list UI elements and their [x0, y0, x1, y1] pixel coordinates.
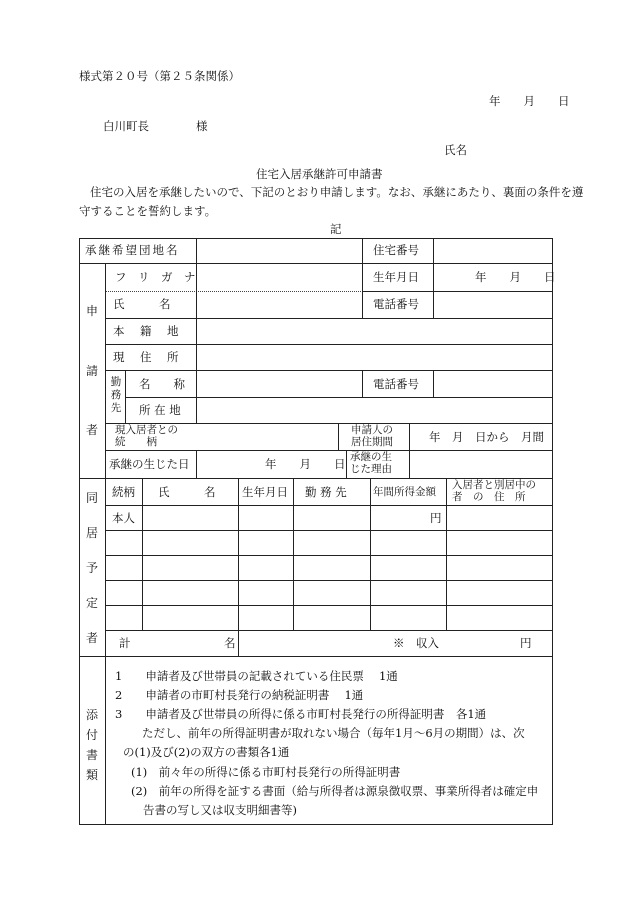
relation-label-1: 現入居者との [115, 424, 178, 436]
total-label: 計 [119, 636, 131, 650]
work-name-label: 名 称 [139, 377, 185, 391]
applicant-side-label-1: 申 [85, 304, 98, 318]
household-side-label-4: 定 [85, 596, 98, 610]
housing-number-field[interactable] [434, 239, 551, 263]
income-total-label: ※ 収入 [393, 636, 439, 650]
ki-label: 記 [330, 222, 342, 236]
housing-number-label: 住宅番号 [373, 243, 419, 257]
col-income-header: 年間所得金額 [373, 486, 436, 498]
reason-label-1: 承継の生 [350, 451, 392, 463]
total-unit: 名 [224, 636, 236, 650]
work-address-label: 所 在 地 [139, 403, 181, 417]
work-label-2: 務 [110, 389, 122, 401]
furigana-field[interactable] [197, 264, 361, 290]
work-phone-field[interactable] [434, 371, 551, 397]
col-name-header: 氏 名 [158, 485, 216, 499]
relation-label-2: 続 柄 [115, 436, 157, 448]
address-field[interactable] [197, 345, 551, 370]
household-side-label-3: 予 [85, 561, 98, 575]
attachment-item-3-note-1: ただし、前年の所得証明書が取れない場合（毎年1月～6月の期間）は、次 [142, 726, 525, 740]
self-label: 本人 [112, 511, 135, 525]
address-label: 現 住 所 [113, 350, 181, 364]
birth-date-value[interactable]: 年 月 日 [475, 270, 556, 284]
work-address-field[interactable] [197, 398, 551, 423]
occur-date-label: 承継の生じた日 [109, 457, 190, 471]
intro-line-2: 守することを誓約します。 [79, 204, 217, 218]
reason-label-2: じた理由 [350, 463, 392, 475]
date-line: 年 月 日 [489, 94, 570, 108]
birth-date-label: 生年月日 [373, 270, 419, 284]
attachment-subitem-2-cont: 告書の写し又は収支明細書等) [143, 803, 297, 817]
addressee: 白川町長 [103, 119, 149, 133]
attachment-side-label-4: 類 [85, 768, 98, 782]
attachment-item-3: 3 申請者及び世帯員の所得に係る市町村長発行の所得証明書 各1通 [115, 707, 487, 721]
period-label-2: 居住期間 [351, 436, 393, 448]
household-side-label-1: 同 [85, 491, 98, 505]
site-name-label: 承継希望団地名 [85, 243, 180, 257]
col-relation-header: 続柄 [112, 485, 135, 499]
attachment-subitem-1: (1) 前々年の所得に係る市町村長発行の所得証明書 [131, 765, 401, 779]
reason-field[interactable] [410, 451, 551, 478]
name-label: 氏名 [444, 143, 467, 157]
furigana-label: フ リ ガ ナ [115, 270, 196, 284]
attachment-subitem-2: (2) 前年の所得を証する書面（給与所得者は源泉徴収票、事業所得者は確定申 [131, 784, 539, 798]
site-name-field[interactable] [197, 239, 361, 263]
period-label-1: 申請人の [351, 424, 393, 436]
col-separate-header-2: 者 の 住 所 [452, 491, 526, 503]
household-side-label-5: 者 [85, 631, 98, 645]
work-label-3: 先 [110, 402, 122, 414]
income-yen: 円 [430, 511, 442, 525]
attachment-item-2: 2 申請者の市町村長発行の納税証明書 1通 [115, 688, 364, 702]
attachment-item-3-note-2: の(1)及び(2)の双方の書類各1通 [123, 745, 290, 759]
application-form [79, 238, 556, 825]
attachment-side-label-2: 付 [85, 728, 98, 742]
addressee-suffix: 様 [196, 119, 208, 133]
attachment-item-1: 1 申請者及び世帯員の記載されている住民票 1通 [115, 669, 398, 683]
relation-field[interactable] [197, 424, 337, 450]
attachment-side-label-1: 添 [85, 708, 98, 722]
domicile-label: 本 籍 地 [113, 324, 181, 338]
period-value[interactable]: 年 月 日から 月間 [429, 430, 544, 444]
household-side-label-2: 居 [85, 526, 98, 540]
income-total-unit: 円 [520, 636, 532, 650]
col-work-header: 勤 務 先 [305, 485, 347, 499]
applicant-name-label: 氏 名 [113, 297, 171, 311]
work-phone-label: 電話番号 [373, 377, 419, 391]
work-name-field[interactable] [197, 371, 361, 397]
col-separate-header-1: 入居者と別居中の [452, 479, 536, 491]
document-title: 住宅入居承継許可申請書 [256, 167, 383, 181]
col-birth-header: 生年月日 [242, 485, 288, 499]
form-number: 様式第２０号（第２５条関係） [79, 69, 240, 83]
domicile-field[interactable] [197, 319, 551, 344]
applicant-name-field[interactable] [197, 292, 361, 318]
applicant-side-label-3: 者 [85, 423, 98, 437]
applicant-side-label-2: 請 [85, 364, 98, 378]
occur-date-value[interactable]: 年 月 日 [265, 457, 346, 471]
attachment-side-label-3: 書 [85, 748, 98, 762]
phone-field[interactable] [434, 292, 551, 318]
intro-line-1: 住宅の入居を承継したいので、下記のとおり申請します。なお、承継にあたり、裏面の条件を遵 [90, 185, 584, 199]
work-label-1: 勤 [110, 376, 122, 388]
phone-label: 電話番号 [373, 297, 419, 311]
